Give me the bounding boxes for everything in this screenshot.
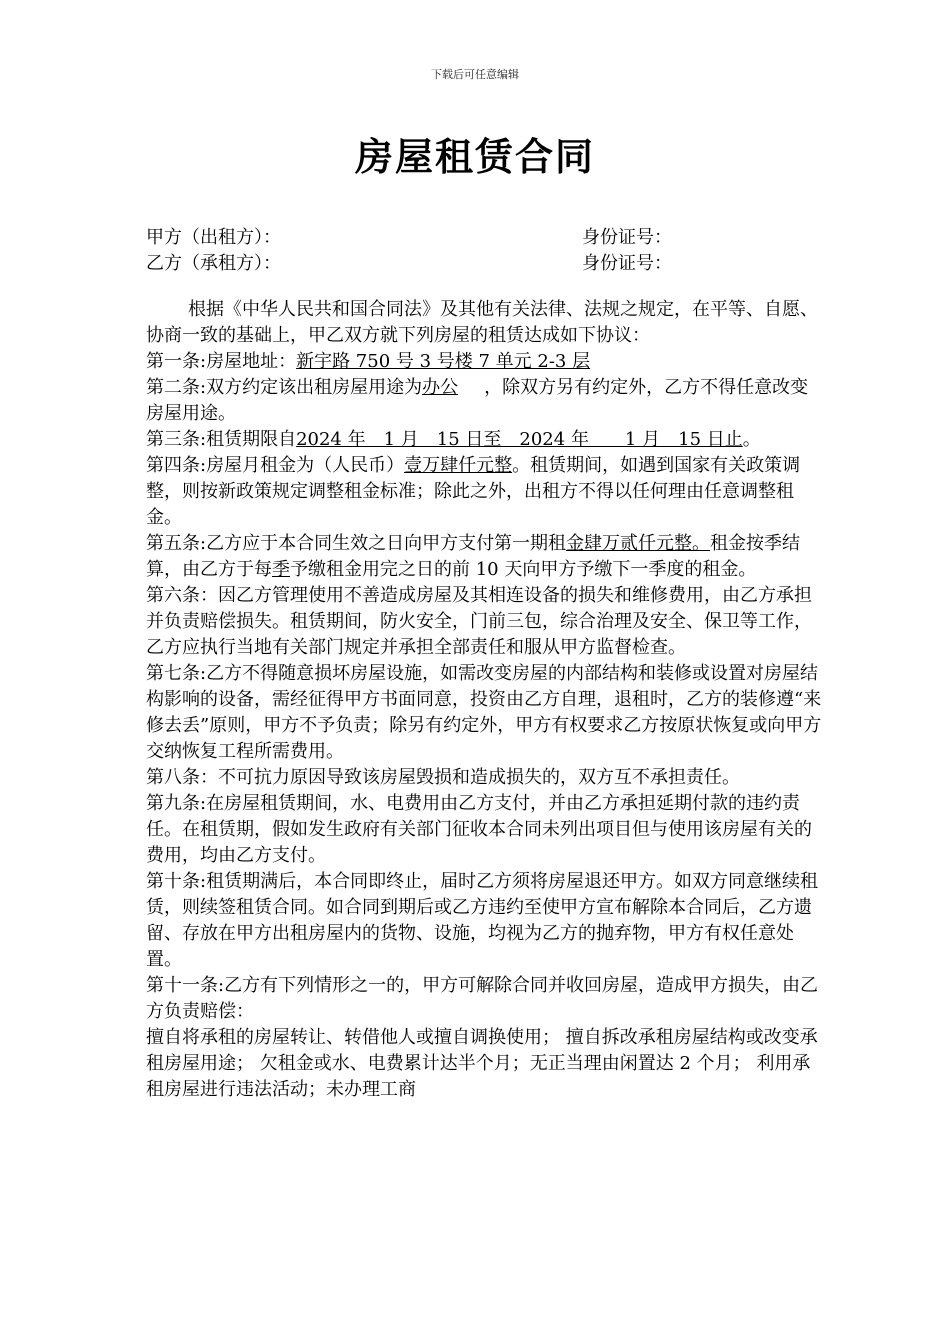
lessee-row [146,251,826,277]
clause-4 [146,453,826,531]
clause-6: 第六条：因乙方管理使用不善造成房屋及其相连设备的损失和维修费用，由乙方承担并负责赔偿损失。租赁期间，防火安全，门前三包，综合治理及安全、保卫等工作，乙方应执行当地有关部门规定并承担全部责任和服从甲方监督检查。 [146,585,812,658]
property-use: 办公 [422,377,459,398]
payment-period: 季 [272,559,290,580]
lessor-row [146,225,826,251]
lessee-label: 乙方（承租方）： [146,253,281,274]
clause-2 [146,375,826,427]
clause-1-prefix: 第一条:房屋地址： [146,351,297,372]
clause-3-prefix: 第三条:租赁期限自 [146,429,297,450]
lessor-id-label: 身份证号： [582,227,672,248]
clause-5-prefix: 第五条:乙方应于本合同生效之日向甲方支付第一期租 [146,533,567,554]
clause-11-items: 擅自将承租的房屋转让、转借他人或擅自调换使用； 擅自拆改承租房屋结构或改变承租房屋用途； 欠租金或水、电费累计达半个月；无正当理由闲置达 2 个月； 利用承租房屋进行违法活动；未办理工商 [146,1027,818,1100]
lessee-id-label: 身份证号： [582,253,672,274]
clause-3-suffix: 。 [742,429,761,450]
clause-1 [146,349,826,375]
clause-5-mid: 租金按季结算，由乙方于每 [146,533,801,580]
preamble: 根据《中华人民共和国合同法》及其他有关法律、法规之规定，在平等、自愿、协商一致的基础上，甲乙双方就下列房屋的租赁达成如下协议： [146,299,818,346]
clause-4-suffix: 。租赁期间，如遇到国家有关政策调整，则按新政策规定调整租金标准；除此之外，出租方不得以任何理由任意调整租金。 [146,455,801,528]
clause-5-suffix: 予缴租金用完之日的前 10 天向甲方予缴下一季度的租金。 [290,559,757,580]
contract-body [146,297,826,1103]
clause-5 [146,531,826,583]
property-address: 新宇路 750 号 3 号楼 7 单元 2-3 层 [296,351,591,372]
lessor-label: 甲方（出租方）： [146,227,281,248]
first-payment: 金肆万贰仟元整。 [566,533,711,554]
clause-11: 第十一条:乙方有下列情形之一的，甲方可解除合同并收回房屋，造成甲方损失，由乙方负责赔偿： [146,975,819,1022]
clause-2-prefix: 第二条:双方约定该出租房屋用途为 [146,377,423,398]
clause-9: 第九条:在房屋租赁期间，水、电费用由乙方支付，并由乙方承担延期付款的违约责任。在租赁期，假如发生政府有关部门征收本合同未列出项目但与使用该房屋有关的费用，均由乙方支付。 [146,793,812,866]
contract-title: 房屋租赁合同 [354,134,595,179]
clause-7: 第七条:乙方不得随意损坏房屋设施，如需改变房屋的内部结构和装修或设置对房屋结构影响的设备，需经征得甲方书面同意，投资由乙方自理，退租时，乙方的装修遵“来修去丢”原则，甲方不予负责；除另有约定外，甲方有权要求乙方按原状恢复或向甲方交纳恢复工程所需费用。 [146,663,822,762]
clause-4-prefix: 第四条:房屋月租金为（人民币） [146,455,405,476]
clause-2-suffix: ，除双方另有约定外，乙方不得任意改变房屋用途。 [146,377,809,424]
clause-8: 第八条：不可抗力原因导致该房屋毁损和造成损失的，双方互不承担责任。 [146,767,740,788]
clause-10: 第十条:租赁期满后，本合同即终止，届时乙方须将房屋退还甲方。如双方同意继续租赁，则续签租赁合同。如合同到期后或乙方违约至使甲方宣布解除本合同后，乙方遗留、存放在甲方出租房屋内的货物、设施，均视为乙方的抛弃物，甲方有权任意处置。 [146,871,819,970]
monthly-rent: 壹万肆仟元整 [404,455,513,476]
clause-3 [146,427,826,453]
header-note: 下载后可任意编辑 [431,68,519,81]
lease-period: 2024 年 1 月 15 日至 2024 年 1 月 15 日止 [296,429,743,450]
